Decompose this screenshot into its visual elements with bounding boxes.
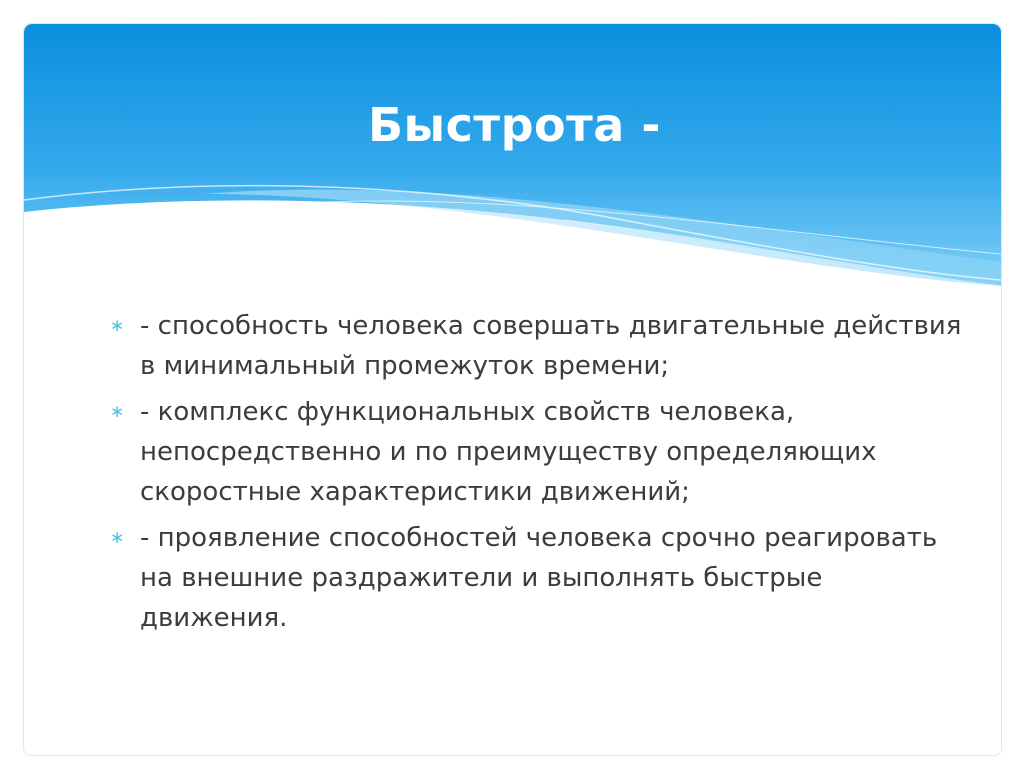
bullet-text: - способность человека совершать двигательные действия в минимальный промежуток времени; [140,311,962,381]
bullet-item [110,306,970,386]
slide-title: Быстрота - [368,98,661,152]
bullet-item [110,518,970,638]
header-wave-banner [24,24,1001,324]
bullet-item [110,392,970,512]
slide [24,24,1001,755]
asterisk-bullet-icon: ∗ [110,316,125,336]
bullet-text: - проявление способностей человека срочно реагировать на внешние раздражители и выполнять быстрые движения. [140,523,938,633]
bullet-list [110,306,970,644]
asterisk-bullet-icon: ∗ [110,402,125,422]
asterisk-bullet-icon: ∗ [110,528,125,548]
bullet-text: - комплекс функциональных свойств человека, непосредственно и по преимуществу определяющих скоростные характеристики движений; [140,397,877,507]
